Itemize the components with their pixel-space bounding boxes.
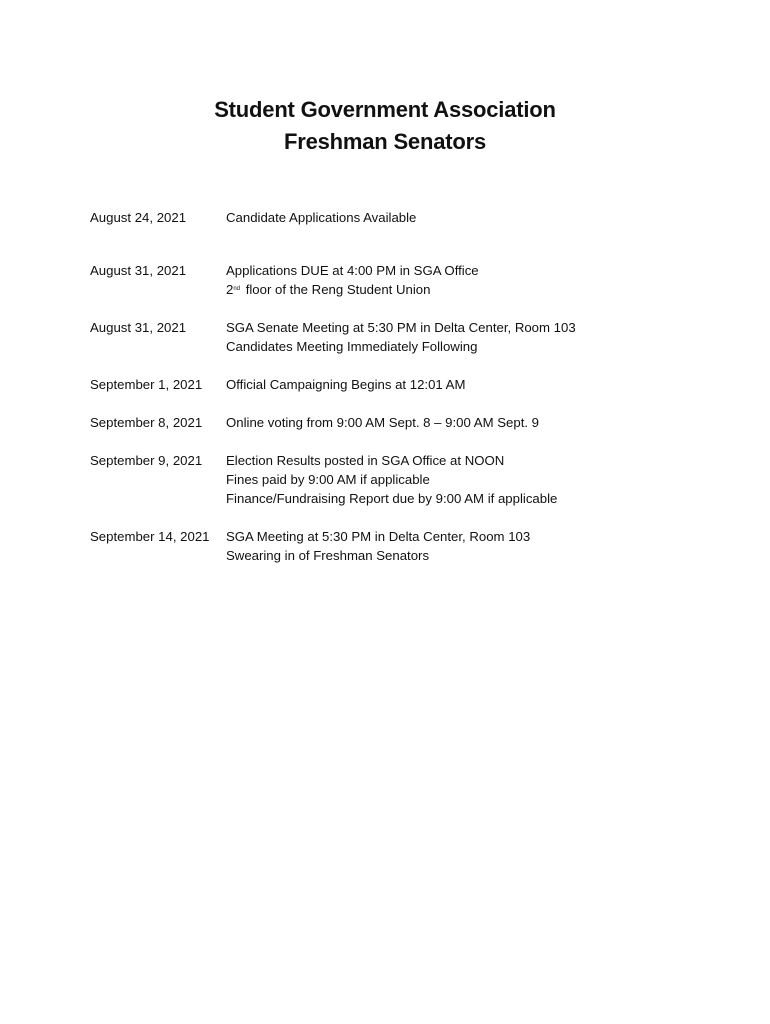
schedule-description — [226, 261, 479, 299]
schedule-date: August 31, 2021 — [90, 320, 187, 335]
ordinal-suffix: nd — [233, 286, 241, 292]
document-subtitle: Freshman Senators — [283, 129, 486, 154]
schedule-description — [226, 318, 576, 356]
schedule-line: SGA Senate Meeting at 5:30 PM in Delta Center, Room 103 — [226, 320, 576, 335]
schedule-line: Online voting from 9:00 AM Sept. 8 – 9:00 AM Sept. 9 — [226, 415, 540, 430]
schedule-date: September 1, 2021 — [90, 377, 203, 392]
schedule-line: Candidates Meeting Immediately Following — [226, 339, 478, 354]
schedule-description — [226, 413, 539, 432]
schedule-description — [226, 527, 530, 565]
schedule-line: Candidate Applications Available — [226, 210, 417, 225]
schedule-date: August 31, 2021 — [90, 263, 187, 278]
floor-number: 2 — [226, 282, 234, 297]
schedule-line: Applications DUE at 4:00 PM in SGA Office — [226, 263, 479, 278]
schedule-date: August 24, 2021 — [90, 210, 187, 225]
schedule-date: September 9, 2021 — [90, 453, 203, 468]
schedule-line — [226, 280, 479, 299]
schedule-date: September 14, 2021 — [90, 529, 210, 544]
schedule-description — [226, 451, 557, 508]
schedule-line: Finance/Fundraising Report due by 9:00 AM if applicable — [226, 491, 558, 506]
schedule-line: Election Results posted in SGA Office at NOON — [226, 453, 505, 468]
schedule-line: Swearing in of Freshman Senators — [226, 548, 430, 563]
schedule-description — [226, 208, 416, 227]
floor-text: floor of the Reng Student Union — [242, 282, 431, 297]
schedule-description — [226, 375, 465, 394]
schedule-date: September 8, 2021 — [90, 415, 203, 430]
schedule-line: Official Campaigning Begins at 12:01 AM — [226, 377, 466, 392]
schedule-line: SGA Meeting at 5:30 PM in Delta Center, Room 103 — [226, 529, 531, 544]
schedule-line: Fines paid by 9:00 AM if applicable — [226, 472, 430, 487]
document-title: Student Government Association — [214, 97, 556, 122]
